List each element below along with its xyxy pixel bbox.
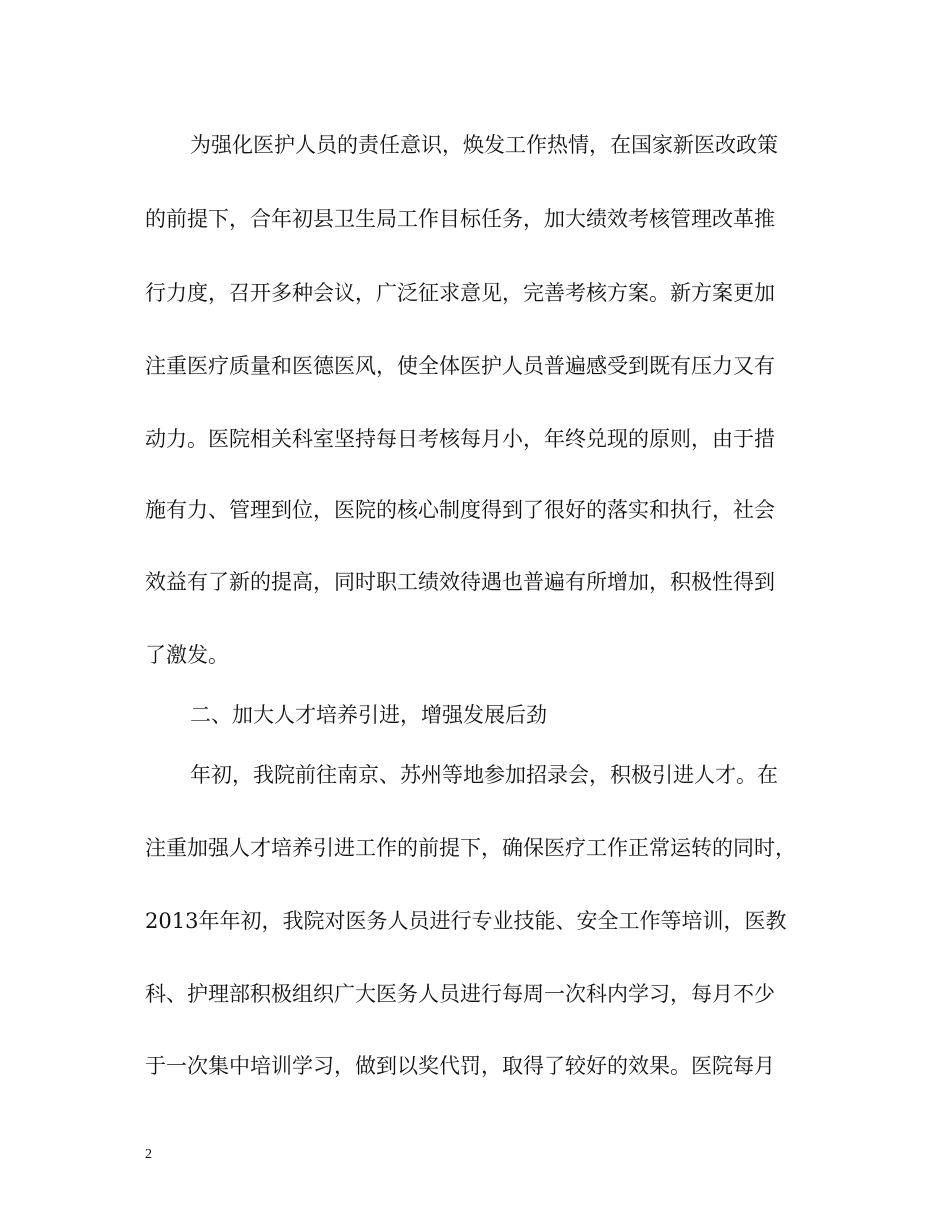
paragraph-line: 效益有了新的提高，同时职工绩效待遇也普遍有所增加，积极性得到 [145, 570, 775, 594]
paragraph-line: 于一次集中培训学习，做到以奖代罚，取得了较好的效果。医院每月 [145, 1054, 775, 1078]
paragraph-line: 施有力、管理到位，医院的核心制度得到了很好的落实和执行，社会 [145, 498, 775, 522]
paragraph-line: 注重医疗质量和医德医风，使全体医护人员普遍感受到既有压力又有 [145, 354, 775, 378]
paragraph-line: 科、护理部积极组织广大医务人员进行每周一次科内学习，每月不少 [145, 982, 775, 1006]
paragraph-line: 行力度，召开多种会议，广泛征求意见，完善考核方案。新方案更加 [145, 281, 775, 305]
paragraph-line: 2013年年初，我院对医务人员进行专业技能、安全工作等培训，医教 [145, 909, 787, 933]
paragraph-line: 动力。医院相关科室坚持每日考核每月小，年终兑现的原则，由于措 [145, 427, 775, 451]
page-number: 2 [145, 1147, 152, 1162]
paragraph-line: 注重加强人才培养引进工作的前提下，确保医疗工作正常运转的同时， [145, 836, 796, 860]
paragraph-line: 了激发。 [145, 643, 229, 667]
paragraph-line: 的前提下，合年初县卫生局工作目标任务，加大绩效考核管理改革推 [145, 207, 775, 231]
paragraph-line: 为强化医护人员的责任意识，焕发工作热情，在国家新医改政策 [190, 133, 778, 157]
paragraph-line: 年初，我院前往南京、苏州等地参加招录会，积极引进人才。在 [190, 763, 778, 787]
section-heading: 二、加大人才培养引进，增强发展后劲 [190, 703, 547, 727]
